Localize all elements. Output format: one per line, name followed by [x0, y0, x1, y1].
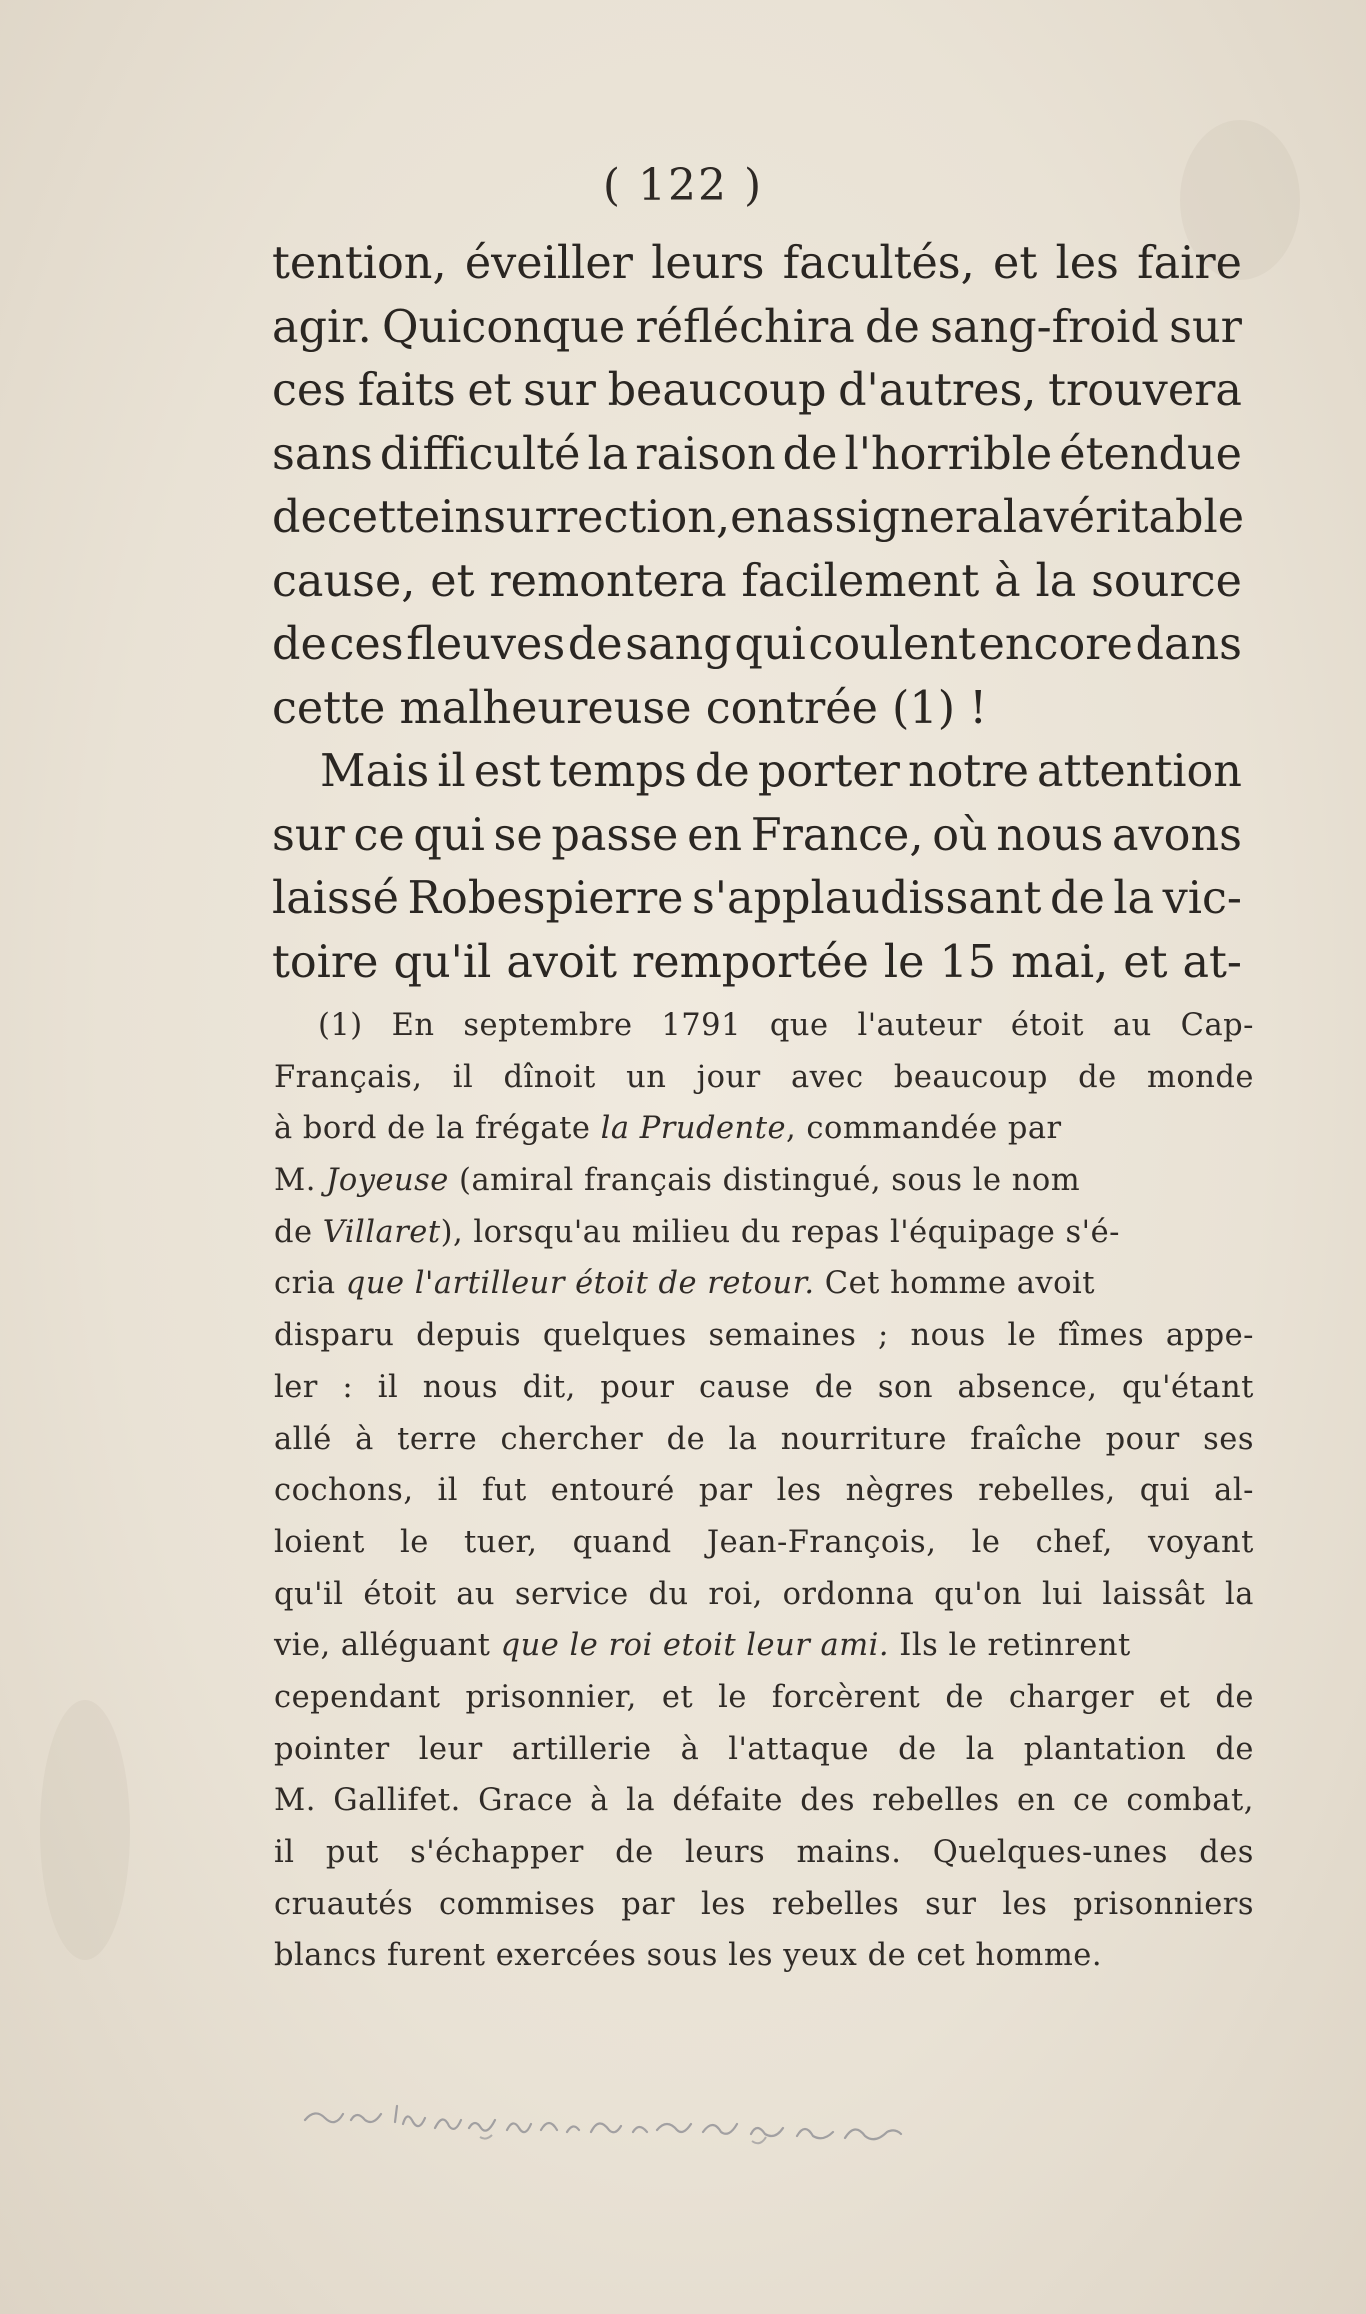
footnote-word: de: [1215, 1679, 1254, 1715]
footnote-word: pour: [600, 1369, 675, 1405]
body-word: de: [782, 428, 838, 480]
body-word: faire: [1137, 238, 1242, 289]
footnote-word: nègres: [845, 1473, 955, 1509]
footnote-word: nourriture: [780, 1421, 947, 1457]
footnote-word: entouré: [550, 1473, 675, 1509]
footnote-word: de: [898, 1731, 937, 1767]
body-word: se: [493, 809, 543, 861]
body-word: est: [473, 746, 541, 797]
footnote-word: qu'on: [934, 1576, 1023, 1612]
footnote-word: avec: [791, 1059, 864, 1095]
footnote-word: de: [945, 1679, 984, 1715]
body-word: laissé: [272, 873, 400, 924]
body-word: cette: [326, 492, 441, 543]
footnote-word: loient: [274, 1524, 365, 1560]
body-word: les: [1055, 238, 1119, 289]
footnote-word: septembre: [463, 1008, 633, 1043]
footnote-word: ler: [274, 1369, 318, 1405]
body-word: fleuves: [406, 619, 566, 670]
footnote-word: fraîche: [970, 1421, 1083, 1457]
body-word: sur: [272, 809, 345, 861]
footnote-word: au: [456, 1576, 496, 1612]
footnote-word: la: [965, 1731, 995, 1767]
body-word: et: [1123, 936, 1168, 988]
body-word: agir.: [272, 301, 372, 353]
footnote-text: Ils le retinrent: [889, 1628, 1131, 1664]
footnote-word: nous: [910, 1318, 986, 1354]
footnote-word: ses: [1203, 1421, 1254, 1457]
footnote-word: l'auteur: [857, 1008, 982, 1043]
body-word: raison: [635, 428, 776, 480]
body-word: leurs: [651, 238, 765, 289]
body-word: sang: [625, 619, 732, 670]
body-word: cause,: [272, 555, 416, 607]
footnote-word: quelques: [542, 1318, 687, 1354]
body-line: [272, 550, 1242, 614]
footnote-word: son: [877, 1369, 933, 1405]
body-word: qui: [413, 809, 485, 861]
footnote-word: et: [661, 1679, 694, 1715]
body-word: de: [694, 746, 750, 797]
footnote-text: cria: [274, 1266, 346, 1302]
footnote-word: cependant: [274, 1679, 441, 1715]
footnote-text: M.: [274, 1163, 327, 1199]
body-line: [272, 931, 1242, 995]
footnote-word: plantation: [1023, 1731, 1187, 1767]
body-word: vic-: [1162, 873, 1242, 924]
footnote-word: nous: [422, 1369, 499, 1405]
footnote-word: la: [728, 1421, 758, 1457]
body-word: sang-froid: [930, 301, 1159, 353]
footnote-line: [274, 1930, 1254, 1982]
footnote-word: à: [590, 1783, 609, 1819]
body-word: ces: [272, 365, 347, 416]
footnote-word: qu'il: [274, 1576, 344, 1612]
footnote-word: dînoit: [503, 1059, 596, 1095]
body-word: l'horrible: [844, 428, 1053, 480]
footnote-word: charger: [1008, 1679, 1135, 1715]
footnote-word: de: [1215, 1731, 1254, 1767]
footnote-word: mains.: [796, 1835, 902, 1870]
body-word: dans: [1135, 619, 1242, 670]
footnote-word: les: [1002, 1886, 1048, 1922]
footnote-word: chef,: [1035, 1524, 1113, 1560]
footnote-word: pointer: [274, 1731, 390, 1767]
footnote-word: la: [626, 1783, 656, 1819]
footnote-word: chercher: [500, 1421, 644, 1457]
body-word: source: [1091, 555, 1242, 607]
footnote-word: sur: [925, 1886, 977, 1922]
footnote-word: par: [621, 1886, 676, 1922]
footnote-word: par: [698, 1473, 753, 1509]
footnote-word: du: [648, 1576, 689, 1612]
body-word: et: [430, 555, 475, 607]
body-word: de: [1049, 873, 1105, 924]
body-word: avoit: [506, 936, 617, 988]
footnote-line: [274, 1414, 1254, 1466]
footnote-word: en: [1016, 1783, 1056, 1819]
footnote-word: cause: [699, 1369, 791, 1405]
footnote-line: [274, 1672, 1254, 1724]
body-line: [272, 740, 1242, 804]
body-line: [272, 359, 1242, 423]
body-word: en: [687, 809, 743, 861]
footnote-word: il: [377, 1369, 399, 1405]
body-word: éveiller: [464, 238, 633, 289]
footnote-word: al-: [1214, 1473, 1254, 1509]
body-word: sur: [523, 365, 596, 416]
body-word: en: [730, 492, 786, 543]
footnote-line: [274, 1103, 1254, 1155]
footnote-word: la: [1225, 1576, 1254, 1612]
footnote-line: [274, 1517, 1254, 1569]
footnote-word: de: [1078, 1059, 1117, 1095]
footnote: [274, 1000, 1254, 1982]
footnote-word: rebelles: [872, 1783, 1000, 1819]
body-word: difficulté: [379, 428, 581, 480]
footnote-word: beaucoup: [893, 1059, 1048, 1095]
footnote-text: de: [274, 1214, 323, 1250]
footnote-line: [274, 1569, 1254, 1621]
footnote-word: disparu: [274, 1318, 395, 1354]
body-word: ces: [329, 619, 404, 670]
body-word: il: [437, 746, 466, 797]
body-word: et: [467, 365, 512, 416]
footnote-word: rebelles: [771, 1886, 900, 1922]
footnote-word: terre: [397, 1421, 478, 1457]
footnote-word: 1791: [661, 1008, 741, 1043]
body-word: et: [993, 238, 1038, 289]
footnote-word: laissât: [1102, 1576, 1206, 1612]
footnote-word: En: [391, 1008, 435, 1043]
footnote-word: combat,: [1126, 1783, 1254, 1819]
footnote-word: lui: [1041, 1576, 1083, 1612]
body-line: [272, 867, 1242, 931]
footnote-word: (1): [318, 1008, 363, 1043]
footnote-word: ordonna: [782, 1576, 915, 1612]
footnote-word: absence,: [957, 1369, 1098, 1405]
footnote-word: le: [971, 1524, 1001, 1560]
body-word: insurrection,: [440, 492, 731, 543]
footnote-line: [274, 1052, 1254, 1104]
paper-stain: [40, 1700, 130, 1960]
body-word: la: [1113, 873, 1155, 924]
footnote-word: qui: [1139, 1473, 1191, 1509]
body-word: d'autres,: [838, 365, 1037, 416]
footnote-word: :: [342, 1369, 354, 1405]
body-word: beaucoup: [607, 365, 827, 416]
footnote-line: [274, 1879, 1254, 1931]
body-word: la: [1035, 555, 1077, 607]
footnote-word: le: [1007, 1318, 1037, 1354]
body-word: réfléchira: [635, 301, 855, 353]
body-word: attention: [1037, 746, 1242, 797]
footnote-word: au: [1112, 1008, 1152, 1043]
body-word: toire: [272, 936, 379, 988]
body-line: [272, 486, 1245, 550]
footnote-word: cruautés: [274, 1886, 414, 1922]
footnote-word: de: [666, 1421, 706, 1457]
body-line: [272, 613, 1242, 677]
body-line: [272, 423, 1242, 487]
body-word: qu'il: [393, 936, 492, 988]
footnote-word: artillerie: [511, 1731, 652, 1767]
body-word: passe: [551, 809, 679, 861]
footnote-word: jour: [696, 1059, 761, 1095]
body-word: à: [994, 555, 1021, 607]
footnote-italic: Villaret: [322, 1214, 441, 1250]
footnote-word: étoit: [1010, 1008, 1085, 1043]
body-word: at-: [1182, 936, 1242, 988]
footnote-word: que: [769, 1008, 829, 1043]
body-word: Robespierre: [407, 873, 684, 924]
footnote-text: blancs furent exercées sous les yeux de cet homme.: [274, 1938, 1103, 1974]
footnote-word: ce: [1072, 1783, 1110, 1819]
footnote-word: les: [776, 1473, 822, 1509]
footnote-word: voyant: [1147, 1524, 1254, 1560]
footnote-word: leur: [418, 1731, 483, 1767]
body-word: où: [932, 809, 988, 861]
footnote-word: fîmes: [1058, 1318, 1145, 1354]
body-word: encore: [978, 619, 1133, 670]
pencil-stroke: [480, 2135, 766, 2143]
body-line: [272, 232, 1242, 296]
footnote-word: Gallifet.: [333, 1783, 461, 1819]
footnote-line: [274, 1000, 1254, 1052]
footnote-text: à bord de la frégate: [274, 1111, 601, 1147]
body-word: de: [865, 301, 920, 353]
body-word: tention,: [272, 238, 447, 289]
body-word: Quiconque: [382, 301, 626, 353]
footnote-text: (amiral français distingué, sous le nom: [448, 1163, 1081, 1199]
body-word: la: [1002, 492, 1044, 543]
footnote-text: vie, alléguant: [274, 1628, 501, 1664]
body-word: notre: [907, 746, 1029, 797]
footnote-word: Grace: [478, 1783, 573, 1819]
footnote-line: [274, 1258, 1254, 1310]
footnote-word: Jean-François,: [706, 1524, 937, 1560]
body-word: faits: [357, 365, 456, 416]
body-word: sans: [272, 428, 373, 480]
footnote-word: prisonniers: [1073, 1886, 1254, 1922]
body-word: trouvera: [1048, 365, 1242, 416]
footnote-word: appe-: [1165, 1318, 1254, 1354]
footnote-word: le: [718, 1679, 747, 1715]
footnote-word: s'échapper: [410, 1835, 584, 1870]
footnote-line: [274, 1827, 1254, 1879]
footnote-word: de: [615, 1835, 654, 1870]
body-word: France,: [750, 809, 924, 861]
footnote-line: [274, 1465, 1254, 1517]
footnote-line: [274, 1362, 1254, 1414]
body-word: assignera: [785, 492, 1003, 543]
footnote-italic: Joyeuse: [326, 1163, 449, 1199]
footnote-word: des: [1199, 1835, 1254, 1870]
footnote-line: [274, 1775, 1254, 1827]
footnote-word: l'attaque: [728, 1731, 870, 1767]
footnote-word: M.: [274, 1783, 316, 1819]
footnote-line: [274, 1724, 1254, 1776]
body-word: facilement: [741, 555, 980, 607]
footnote-word: prisonnier,: [465, 1679, 637, 1715]
body-word: temps: [549, 746, 687, 797]
body-word: étendue: [1059, 428, 1242, 480]
footnote-word: fut: [482, 1473, 527, 1509]
footnote-word: tuer,: [464, 1524, 538, 1560]
footnote-word: put: [325, 1835, 379, 1870]
body-line: [272, 296, 1242, 360]
footnote-word: étoit: [363, 1576, 437, 1612]
footnote-word: il: [437, 1473, 459, 1509]
body-line: [272, 677, 1242, 741]
footnote-line: [274, 1207, 1254, 1259]
body-word: ce: [353, 809, 405, 861]
body-word: Mais: [320, 746, 430, 797]
body-word: avons: [1111, 809, 1242, 861]
body-word: mai,: [1011, 936, 1109, 988]
footnote-line: [274, 1620, 1254, 1672]
body-word: coulent: [808, 619, 976, 670]
body-word: remontera: [489, 555, 727, 607]
page-number: ( 122 ): [602, 160, 764, 211]
footnote-word: un: [626, 1059, 667, 1095]
pencil-annotation-scribble: [300, 2085, 1020, 2145]
footnote-word: roi,: [708, 1576, 763, 1612]
footnote-word: défaite: [672, 1783, 783, 1819]
main-body-text: [272, 232, 1245, 994]
body-word: facultés,: [782, 238, 975, 289]
footnote-text: Cet homme avoit: [814, 1266, 1095, 1302]
footnote-word: le: [400, 1524, 429, 1560]
footnote-word: semaines: [708, 1318, 857, 1354]
footnote-word: Quelques-unes: [932, 1835, 1168, 1870]
footnote-word: commises: [438, 1886, 596, 1922]
footnote-italic: que le roi etoit leur ami.: [500, 1628, 890, 1664]
body-word: la: [587, 428, 629, 480]
footnote-text: , commandée par: [786, 1111, 1062, 1147]
body-word: le: [883, 936, 925, 988]
footnote-word: depuis: [416, 1318, 522, 1354]
body-word: véritable: [1043, 492, 1245, 543]
footnote-word: il: [274, 1835, 295, 1870]
footnote-word: Français,: [274, 1059, 423, 1095]
footnote-word: les: [700, 1886, 746, 1922]
body-line-text: cette malheureuse contrée (1) !: [272, 682, 988, 734]
footnote-word: service: [514, 1576, 629, 1612]
footnote-word: quand: [572, 1524, 672, 1560]
body-word: de: [272, 492, 327, 543]
footnote-word: allé: [274, 1421, 332, 1457]
footnote-word: pour: [1105, 1421, 1180, 1457]
footnote-word: rebelles,: [978, 1473, 1116, 1509]
footnote-word: cochons,: [274, 1473, 414, 1509]
footnote-word: Cap-: [1180, 1008, 1254, 1043]
footnote-word: dit,: [522, 1369, 576, 1405]
body-word: s'applaudissant: [691, 873, 1042, 924]
body-word: nous: [996, 809, 1104, 861]
footnote-italic: la Prudente: [600, 1111, 787, 1147]
footnote-word: ;: [878, 1318, 889, 1354]
footnote-word: des: [800, 1783, 855, 1819]
pencil-stroke: [305, 2106, 901, 2139]
footnote-line: [274, 1310, 1254, 1362]
footnote-text: ), lorsqu'au milieu du repas l'équipage s'é-: [440, 1214, 1120, 1250]
footnote-word: il: [452, 1059, 474, 1095]
footnote-word: qu'étant: [1121, 1369, 1254, 1405]
body-word: de: [272, 619, 327, 670]
footnote-line: [274, 1155, 1254, 1207]
footnote-word: et: [1159, 1679, 1191, 1715]
body-word: qui: [734, 619, 806, 670]
footnote-word: à: [680, 1731, 700, 1767]
body-word: sur: [1169, 301, 1242, 353]
body-word: de: [567, 619, 623, 670]
body-word: porter: [757, 746, 900, 797]
footnote-word: de: [814, 1369, 854, 1405]
footnote-word: forcèrent: [771, 1679, 921, 1715]
footnote-word: à: [355, 1421, 374, 1457]
footnote-word: monde: [1146, 1059, 1254, 1095]
body-line: [272, 804, 1242, 868]
body-word: 15: [939, 936, 997, 988]
footnote-italic: que l'artilleur étoit de retour.: [345, 1266, 815, 1302]
footnote-word: leurs: [685, 1835, 766, 1870]
body-word: remportée: [631, 936, 869, 988]
